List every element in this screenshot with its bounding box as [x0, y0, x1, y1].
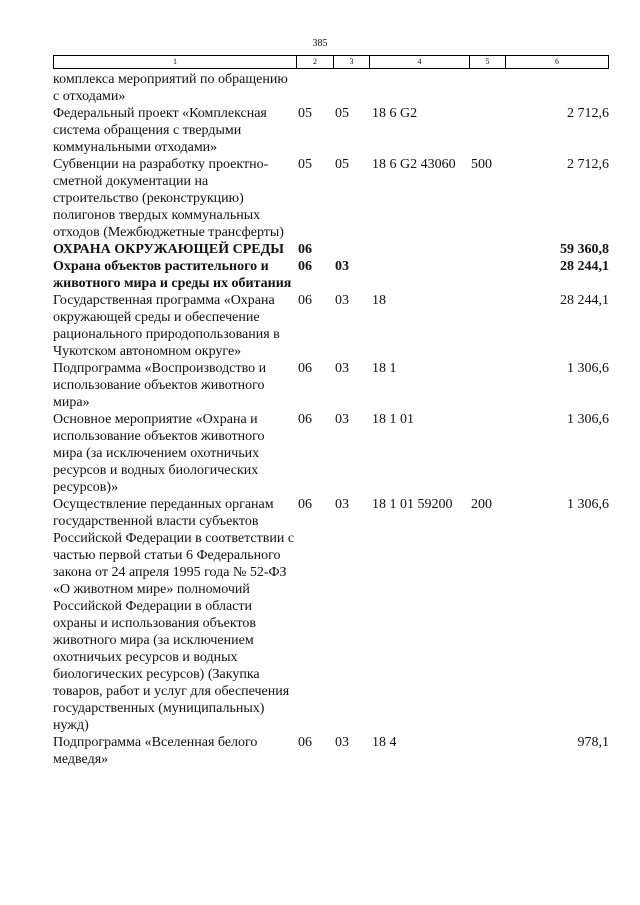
- row-section-code: 06: [298, 361, 312, 376]
- row-target-article: [369, 71, 469, 105]
- row-amount: 2 712,6: [567, 106, 609, 121]
- row-name: Государственная программа «Охрана окружающей среды и обеспечение рационального природопользования в Чукотском автономном округе»: [53, 293, 280, 359]
- row-name: комплекса мероприятий по обращению с отходами»: [53, 72, 288, 104]
- row-target-article: [369, 241, 469, 258]
- row-expense-type: 500: [471, 157, 492, 172]
- row-section-code: 06: [298, 412, 312, 427]
- table-row: [53, 292, 609, 360]
- row-subsection-code: 03: [335, 412, 349, 427]
- row-target-article: 18 4: [372, 735, 397, 750]
- row-section-code: 06: [298, 293, 312, 308]
- row-target-article: 18 1 01 59200: [372, 497, 453, 512]
- table-row: [53, 360, 609, 411]
- column-number-3: 3: [334, 56, 370, 68]
- column-number-5: 5: [470, 56, 506, 68]
- row-section-code: 05: [298, 157, 312, 172]
- row-section-code: 06: [298, 242, 312, 257]
- row-expense-type: [469, 241, 505, 258]
- row-section-code: [296, 71, 333, 105]
- row-amount: 59 360,8: [560, 242, 609, 257]
- row-amount: 1 306,6: [567, 361, 609, 376]
- row-amount: 2 712,6: [567, 157, 609, 172]
- row-subsection-code: 05: [335, 157, 349, 172]
- column-number-4: 4: [370, 56, 470, 68]
- row-subsection-code: 03: [335, 735, 349, 750]
- column-number-1: 1: [54, 56, 297, 68]
- row-name: Осуществление переданных органам государственной власти субъектов Российской Федерации в соответствии с частью первой статьи 6 Федерального закона от 24 апреля 1995 года № 52-ФЗ «О животном мире» полномочий Российской Федерации в области охраны и использования объектов животного мира (за исключением охотничьих ресурсов и водных биологических ресурсов) (Закупка товаров, работ и услуг для обеспечения государственных (муниципальных) нужд): [53, 497, 295, 733]
- row-amount: [505, 71, 609, 105]
- row-expense-type: [469, 258, 505, 292]
- row-subsection-code: 03: [335, 259, 349, 274]
- row-amount: 1 306,6: [567, 412, 609, 427]
- row-target-article: 18: [372, 293, 386, 308]
- row-section-code: 06: [298, 735, 312, 750]
- column-number-6: 6: [555, 57, 559, 66]
- budget-table: [53, 71, 609, 768]
- column-number-2: 2: [297, 56, 334, 68]
- table-row: [53, 241, 609, 258]
- row-name: Субвенции на разработку проектно-сметной документации на строительство (реконструкцию) полигонов твердых коммунальных отходов (Межбюджетные трансферты): [53, 157, 284, 240]
- table-row: [53, 411, 609, 496]
- table-row: [53, 734, 609, 768]
- row-expense-type: 200: [471, 497, 492, 512]
- row-name: Основное мероприятие «Охрана и использование объектов животного мира (за исключением охотничьих ресурсов и водных биологических ресурсов)»: [53, 412, 265, 495]
- row-target-article: 18 1 01: [372, 412, 414, 427]
- row-amount: 1 306,6: [567, 497, 609, 512]
- row-expense-type: [469, 734, 505, 768]
- row-section-code: 05: [298, 106, 312, 121]
- row-expense-type: [469, 411, 505, 496]
- row-section-code: 06: [298, 259, 312, 274]
- row-subsection-code: [333, 241, 369, 258]
- row-subsection-code: 03: [335, 361, 349, 376]
- row-subsection-code: 05: [335, 106, 349, 121]
- row-expense-type: [469, 105, 505, 156]
- row-subsection-code: 03: [335, 293, 349, 308]
- row-amount: 28 244,1: [560, 293, 609, 308]
- row-expense-type: [469, 71, 505, 105]
- table-row: [53, 71, 609, 105]
- table-row: [53, 496, 609, 734]
- row-expense-type: [469, 360, 505, 411]
- table-row: [53, 258, 609, 292]
- row-name: Подпрограмма «Вселенная белого медведя»: [53, 735, 258, 767]
- row-section-code: 06: [298, 497, 312, 512]
- row-expense-type: [469, 292, 505, 360]
- row-amount: 28 244,1: [560, 259, 609, 274]
- page-number: 385: [312, 38, 328, 49]
- row-amount: 978,1: [577, 735, 609, 750]
- column-header-row: [53, 55, 609, 69]
- row-subsection-code: [333, 71, 369, 105]
- row-name: Федеральный проект «Комплексная система обращения с твердыми коммунальными отходами»: [53, 106, 267, 155]
- row-name: ОХРАНА ОКРУЖАЮЩЕЙ СРЕДЫ: [53, 242, 284, 257]
- row-name: Подпрограмма «Воспроизводство и использование объектов животного мира»: [53, 361, 267, 410]
- row-target-article: [369, 258, 469, 292]
- row-subsection-code: 03: [335, 497, 349, 512]
- table-row: [53, 105, 609, 156]
- row-target-article: 18 6 G2: [372, 106, 418, 121]
- row-target-article: 18 1: [372, 361, 397, 376]
- table-row: [53, 156, 609, 241]
- row-name: Охрана объектов растительного и животного мира и среды их обитания: [53, 259, 292, 291]
- row-target-article: 18 6 G2 43060: [372, 157, 456, 172]
